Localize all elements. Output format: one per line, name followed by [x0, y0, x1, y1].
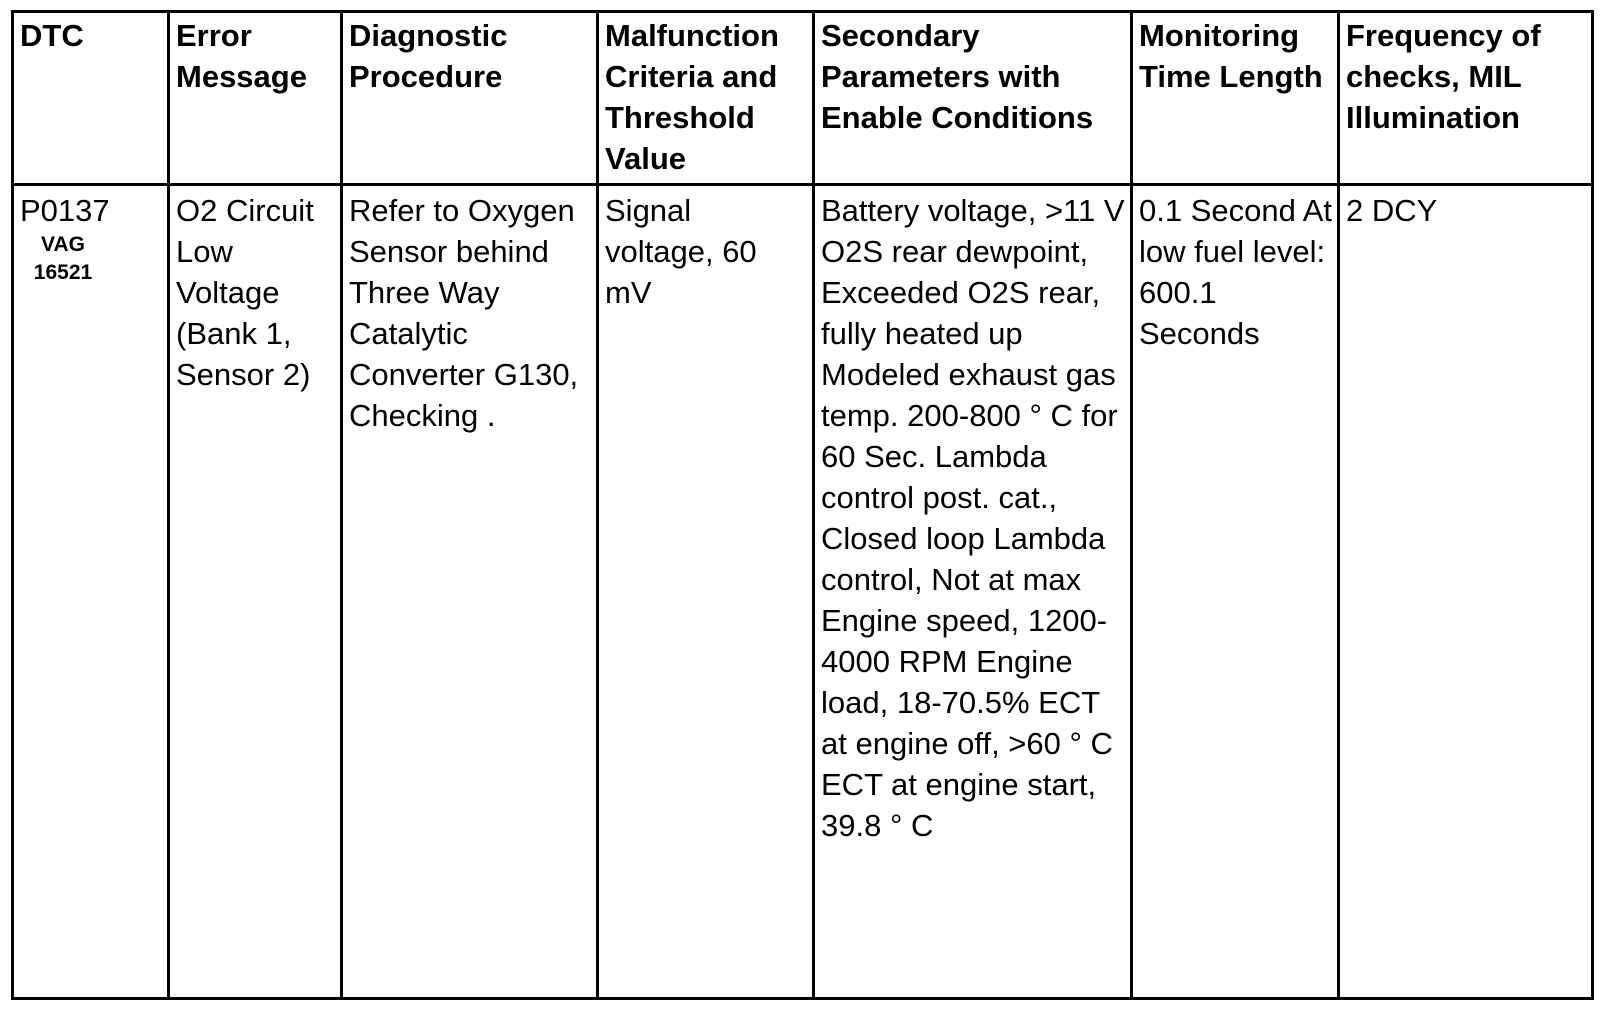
- header-secondary-parameters: Secondary Parameters with Enable Conditions: [814, 12, 1132, 185]
- dtc-code: P0137: [20, 193, 110, 228]
- cell-secondary-parameters: Battery voltage, >11 V O2S rear dewpoint, Exceeded O2S rear, fully heated up Modeled exhaust gas temp. 200-800 ° C for 60 Sec. Lambda control post. cat., Closed loop Lambda control, Not at max Engine speed, 1200-4000 RPM Engine load, 18-70.5% ECT at engine off, >60 ° C ECT at engine start, 39.8 ° C: [814, 185, 1132, 999]
- vag-code-block: [20, 231, 106, 287]
- header-dtc: DTC: [13, 12, 169, 185]
- header-frequency-mil: Frequency of checks, MIL Illumination: [1339, 12, 1593, 185]
- header-malfunction-criteria: Malfunction Criteria and Threshold Value: [598, 12, 814, 185]
- header-diagnostic-procedure: Diagnostic Procedure: [342, 12, 598, 185]
- table-row: [13, 185, 1593, 999]
- dtc-table: [11, 10, 1594, 1000]
- header-monitoring-time: Monitoring Time Length: [1132, 12, 1339, 185]
- cell-malfunction-criteria: Signal voltage, 60 mV: [598, 185, 814, 999]
- vag-code: 16521: [33, 261, 93, 284]
- cell-error-message: O2 Circuit Low Voltage (Bank 1, Sensor 2): [169, 185, 342, 999]
- cell-dtc: [13, 185, 169, 999]
- header-error-message: Error Message: [169, 12, 342, 185]
- header-row: [13, 12, 1593, 185]
- cell-monitoring-time: 0.1 Second At low fuel level: 600.1 Seconds: [1132, 185, 1339, 999]
- vag-label: VAG: [41, 233, 85, 256]
- cell-diagnostic-procedure: Refer to Oxygen Sensor behind Three Way Catalytic Converter G130, Checking .: [342, 185, 598, 999]
- cell-frequency-mil: 2 DCY: [1339, 185, 1593, 999]
